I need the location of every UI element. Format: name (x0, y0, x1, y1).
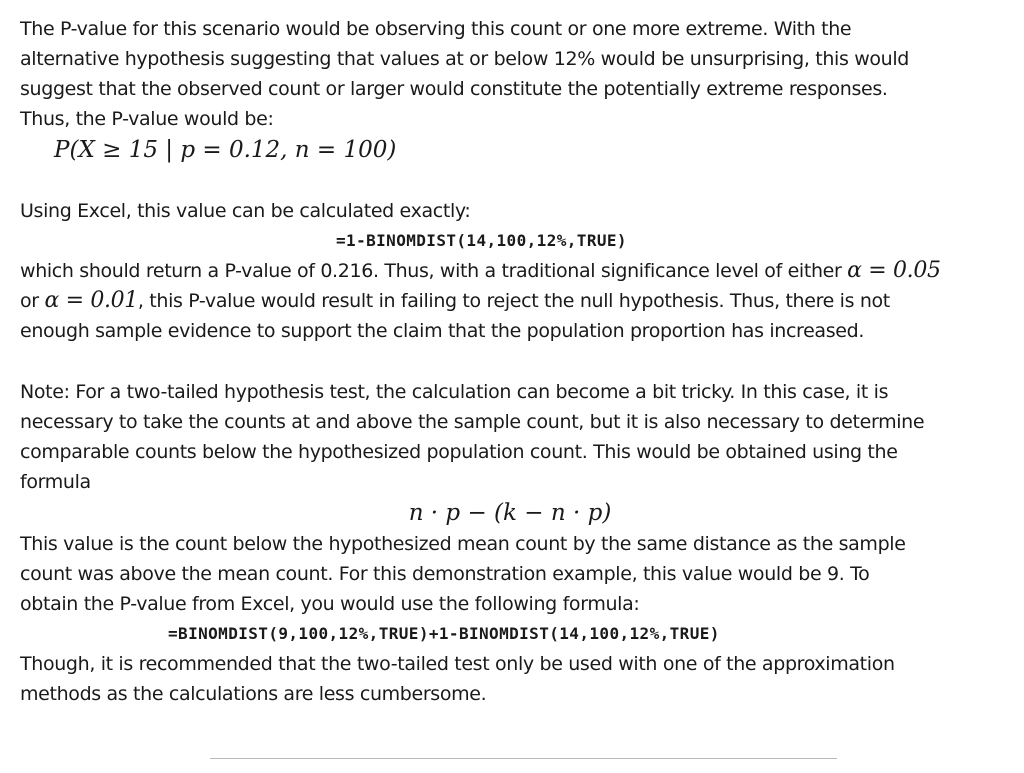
text-line: necessary to take the counts at and above the sample count, but it is also necessary to determine (20, 411, 925, 433)
paragraph-pvalue-intro (20, 14, 1020, 134)
text-line: enough sample evidence to support the claim that the population proportion has increased. (20, 320, 865, 342)
document-body (20, 14, 1020, 709)
text-line: count was above the mean count. For this demonstration example, this value would be 9. To (20, 563, 870, 585)
horizontal-divider (210, 758, 837, 759)
text-line: Using Excel, this value can be calculated exactly: (20, 200, 471, 222)
paragraph-recommendation (20, 649, 1020, 709)
text-line: methods as the calculations are less cumbersome. (20, 683, 487, 705)
text-line: The P-value for this scenario would be observing this count or one more extreme. With the (20, 18, 852, 40)
text-line: obtain the P-value from Excel, you would use the following formula: (20, 593, 640, 615)
text-line: which should return a P-value of 0.216. Thus, with a traditional significance level of either (20, 260, 848, 282)
alpha-005: α = 0.05 (847, 258, 941, 283)
paragraph-count-explanation (20, 529, 1020, 619)
text-line: Though, it is recommended that the two-tailed test only be used with one of the approximation (20, 653, 895, 675)
text-line: This value is the count below the hypothesized mean count by the same distance as the sample (20, 533, 906, 555)
paragraph-two-tailed-note (20, 377, 1020, 497)
text-line: alternative hypothesis suggesting that values at or below 12% would be unsurprising, this would (20, 48, 910, 70)
text-line: Note: For a two-tailed hypothesis test, the calculation can become a bit tricky. In this case, it is (20, 381, 889, 403)
text-line: formula (20, 471, 91, 493)
paragraph-pvalue-result (20, 256, 1020, 346)
count-formula: n · p − (k − n · p) (408, 500, 612, 526)
excel-formula-one-tailed: =1-BINOMDIST(14,100,12%,TRUE) (336, 231, 627, 250)
pvalue-formula: P(X ≥ 15 | p = 0.12, n = 100) (54, 137, 397, 163)
excel-formula-two-tailed: =BINOMDIST(9,100,12%,TRUE)+1-BINOMDIST(14,100,12%,TRUE) (168, 624, 720, 643)
text-line: suggest that the observed count or larger would constitute the potentially extreme responses. (20, 78, 888, 100)
text-line: comparable counts below the hypothesized population count. This would be obtained using the (20, 441, 898, 463)
paragraph-excel-intro (20, 196, 1020, 226)
alpha-001: α = 0.01 (44, 288, 138, 313)
text-line: or (20, 290, 45, 312)
text-line: Thus, the P-value would be: (20, 108, 274, 130)
text-line: , this P-value would result in failing to reject the null hypothesis. Thus, there is not (137, 290, 890, 312)
